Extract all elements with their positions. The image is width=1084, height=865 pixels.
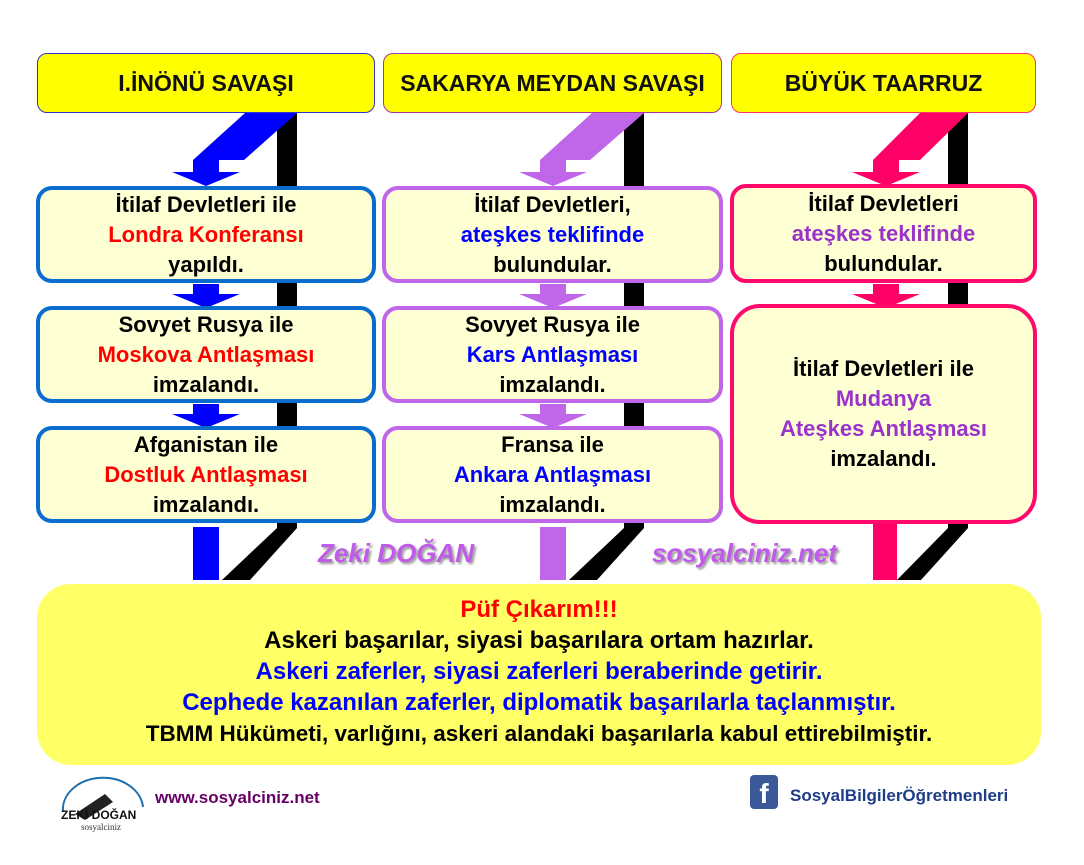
event-box xyxy=(36,186,376,283)
header-title: I.İNÖNÜ SAVAŞI xyxy=(118,69,294,96)
event-box xyxy=(730,184,1037,283)
event-text: imzalandı. xyxy=(152,491,260,517)
event-text: imzalandı. xyxy=(499,491,606,517)
event-text: İtilaf Devletleri ile xyxy=(793,356,974,381)
event-highlight: Londra Konferansı xyxy=(108,221,304,247)
event-text: yapıldı. xyxy=(168,251,244,277)
logo-sub: sosyalciniz xyxy=(81,822,121,832)
event-text: Afganistan ile xyxy=(133,431,279,457)
site-watermark: sosyalciniz.net xyxy=(652,538,837,568)
header-title: BÜYÜK TAARRUZ xyxy=(784,69,983,96)
conclusion-line: Askeri zaferler, siyasi zaferleri beraberinde getirir. xyxy=(255,658,823,685)
website-link[interactable]: www.sosyalciniz.net xyxy=(155,788,320,807)
event-highlight: Dostluk Antlaşması xyxy=(104,461,308,487)
header-inonu xyxy=(37,53,375,113)
event-text: Fransa ile xyxy=(501,431,604,457)
event-highlight: Mudanya xyxy=(835,386,932,411)
conclusion-line: Askeri başarılar, siyasi başarılara ortam hazırlar. xyxy=(264,627,814,654)
event-highlight: Kars Antlaşması xyxy=(466,341,639,367)
event-highlight: Ateşkes Antlaşması xyxy=(779,416,988,441)
event-highlight: ateşkes teklifinde xyxy=(460,221,645,247)
logo-name: ZEKİ DOĞAN xyxy=(61,808,137,822)
event-box xyxy=(730,304,1037,524)
event-highlight: ateşkes teklifinde xyxy=(791,220,976,246)
event-text: Sovyet Rusya ile xyxy=(118,311,294,337)
zeki-dogan-logo xyxy=(55,772,147,832)
event-text: imzalandı. xyxy=(152,371,260,397)
event-text: Sovyet Rusya ile xyxy=(465,311,640,337)
facebook-icon: f xyxy=(750,775,778,809)
facebook-page-link[interactable]: SosyalBilgilerÖğretmenleri xyxy=(790,786,1009,805)
conclusion-title: Püf Çıkarım!!! xyxy=(460,596,618,623)
header-buyuk-taarruz xyxy=(731,53,1036,113)
conclusion-line: Cephede kazanılan zaferler, diplomatik başarılarla taçlanmıştır. xyxy=(182,689,896,716)
event-text: İtilaf Devletleri ile xyxy=(115,191,297,217)
event-box xyxy=(382,426,723,523)
conclusion-line: TBMM Hükümeti, varlığını, askeri alandaki başarılarla kabul ettirebilmiştir. xyxy=(145,721,933,746)
event-box xyxy=(36,306,376,403)
event-text: bulundular. xyxy=(824,250,943,276)
event-text: imzalandı. xyxy=(499,371,606,397)
event-text: İtilaf Devletleri xyxy=(808,190,959,216)
event-highlight: Moskova Antlaşması xyxy=(97,341,315,367)
event-text: bulundular. xyxy=(493,251,612,277)
conclusion-box xyxy=(37,584,1041,765)
author-watermark: Zeki DOĞAN xyxy=(318,538,475,568)
event-text: İtilaf Devletleri, xyxy=(474,191,631,217)
event-box xyxy=(36,426,376,523)
event-highlight: Ankara Antlaşması xyxy=(453,461,652,487)
event-text: imzalandı. xyxy=(830,446,937,471)
event-box xyxy=(382,186,723,283)
event-box xyxy=(382,306,723,403)
header-sakarya xyxy=(383,53,722,113)
header-title: SAKARYA MEYDAN SAVAŞI xyxy=(400,69,705,96)
